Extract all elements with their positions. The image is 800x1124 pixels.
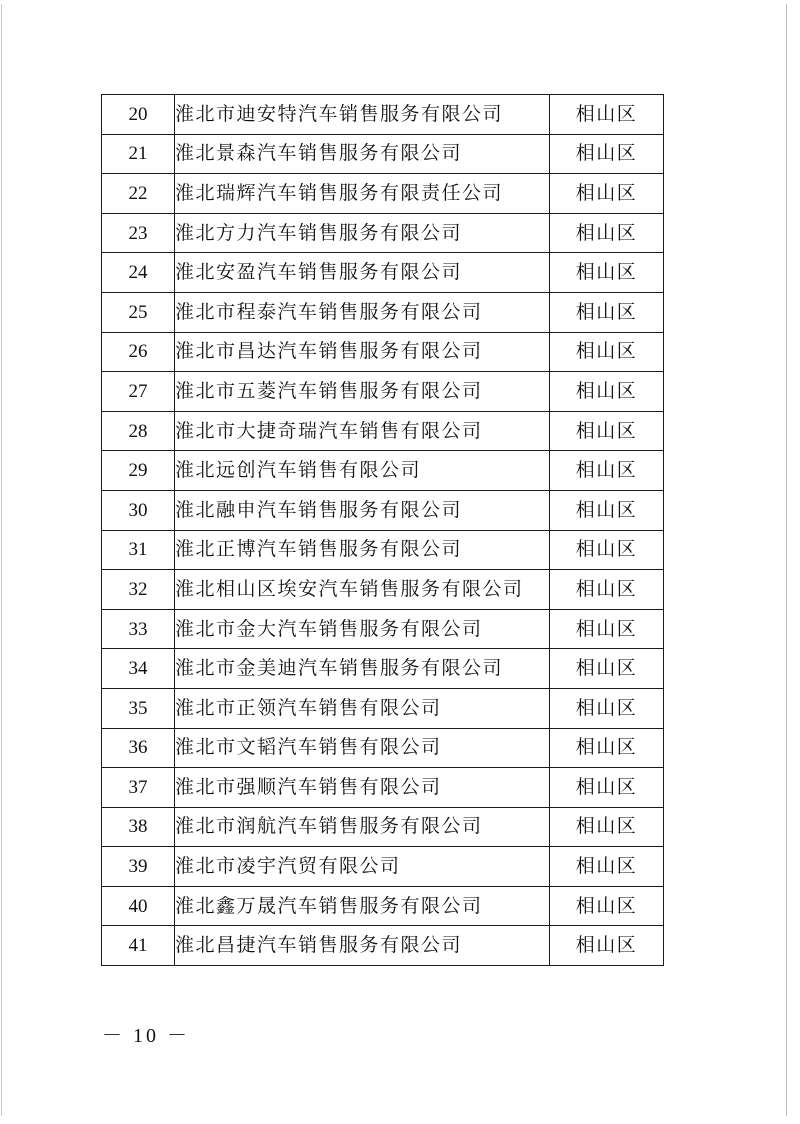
- row-number: 20: [102, 95, 175, 135]
- company-name: 淮北昌捷汽车销售服务有限公司: [175, 926, 550, 966]
- district-name: 相山区: [550, 649, 664, 689]
- row-number: 38: [102, 807, 175, 847]
- company-name: 淮北相山区埃安汽车销售服务有限公司: [175, 570, 550, 610]
- district-name: 相山区: [550, 609, 664, 649]
- district-name: 相山区: [550, 372, 664, 412]
- district-name: 相山区: [550, 926, 664, 966]
- district-name: 相山区: [550, 570, 664, 610]
- company-name: 淮北安盈汽车销售服务有限公司: [175, 253, 550, 293]
- company-name: 淮北市金美迪汽车销售服务有限公司: [175, 649, 550, 689]
- table-row: [102, 451, 664, 491]
- row-number: 34: [102, 649, 175, 689]
- table-row: [102, 807, 664, 847]
- table-row: [102, 886, 664, 926]
- table-row: [102, 609, 664, 649]
- company-name: 淮北市大捷奇瑞汽车销售有限公司: [175, 411, 550, 451]
- district-name: 相山区: [550, 213, 664, 253]
- district-name: 相山区: [550, 411, 664, 451]
- table-row: [102, 213, 664, 253]
- dealer-table-body: [102, 95, 664, 966]
- table-row: [102, 134, 664, 174]
- company-name: 淮北市金大汽车销售服务有限公司: [175, 609, 550, 649]
- row-number: 24: [102, 253, 175, 293]
- row-number: 36: [102, 728, 175, 768]
- table-row: [102, 174, 664, 214]
- company-name: 淮北方力汽车销售服务有限公司: [175, 213, 550, 253]
- district-name: 相山区: [550, 174, 664, 214]
- district-name: 相山区: [550, 728, 664, 768]
- table-row: [102, 649, 664, 689]
- company-name: 淮北市正领汽车销售有限公司: [175, 688, 550, 728]
- row-number: 26: [102, 332, 175, 372]
- row-number: 39: [102, 847, 175, 887]
- table-row: [102, 411, 664, 451]
- dealer-table: [101, 94, 664, 966]
- table-row: [102, 490, 664, 530]
- district-name: 相山区: [550, 847, 664, 887]
- table-row: [102, 530, 664, 570]
- row-number: 25: [102, 292, 175, 332]
- row-number: 31: [102, 530, 175, 570]
- row-number: 29: [102, 451, 175, 491]
- row-number: 37: [102, 768, 175, 808]
- company-name: 淮北市润航汽车销售服务有限公司: [175, 807, 550, 847]
- row-number: 21: [102, 134, 175, 174]
- company-name: 淮北市凌宇汽贸有限公司: [175, 847, 550, 887]
- table-row: [102, 372, 664, 412]
- district-name: 相山区: [550, 332, 664, 372]
- company-name: 淮北瑞辉汽车销售服务有限责任公司: [175, 174, 550, 214]
- company-name: 淮北鑫万晟汽车销售服务有限公司: [175, 886, 550, 926]
- table-row: [102, 292, 664, 332]
- district-name: 相山区: [550, 451, 664, 491]
- district-name: 相山区: [550, 134, 664, 174]
- table-row: [102, 332, 664, 372]
- company-name: 淮北远创汽车销售有限公司: [175, 451, 550, 491]
- table-row: [102, 253, 664, 293]
- row-number: 27: [102, 372, 175, 412]
- district-name: 相山区: [550, 688, 664, 728]
- table-row: [102, 847, 664, 887]
- row-number: 23: [102, 213, 175, 253]
- table-row: [102, 926, 664, 966]
- row-number: 35: [102, 688, 175, 728]
- company-name: 淮北融申汽车销售服务有限公司: [175, 490, 550, 530]
- row-number: 41: [102, 926, 175, 966]
- district-name: 相山区: [550, 768, 664, 808]
- row-number: 32: [102, 570, 175, 610]
- company-name: 淮北市文韬汽车销售有限公司: [175, 728, 550, 768]
- row-number: 33: [102, 609, 175, 649]
- table-row: [102, 95, 664, 135]
- row-number: 22: [102, 174, 175, 214]
- district-name: 相山区: [550, 292, 664, 332]
- company-name: 淮北景森汽车销售服务有限公司: [175, 134, 550, 174]
- table-row: [102, 728, 664, 768]
- company-name: 淮北正博汽车销售服务有限公司: [175, 530, 550, 570]
- company-name: 淮北市迪安特汽车销售服务有限公司: [175, 95, 550, 135]
- district-name: 相山区: [550, 807, 664, 847]
- page-number: － 10 －: [102, 1025, 190, 1047]
- table-row: [102, 688, 664, 728]
- district-name: 相山区: [550, 530, 664, 570]
- company-name: 淮北市程泰汽车销售服务有限公司: [175, 292, 550, 332]
- company-name: 淮北市五菱汽车销售服务有限公司: [175, 372, 550, 412]
- row-number: 28: [102, 411, 175, 451]
- table-row: [102, 768, 664, 808]
- district-name: 相山区: [550, 886, 664, 926]
- row-number: 30: [102, 490, 175, 530]
- district-name: 相山区: [550, 490, 664, 530]
- table-row: [102, 570, 664, 610]
- row-number: 40: [102, 886, 175, 926]
- district-name: 相山区: [550, 253, 664, 293]
- district-name: 相山区: [550, 95, 664, 135]
- company-name: 淮北市强顺汽车销售有限公司: [175, 768, 550, 808]
- company-name: 淮北市昌达汽车销售服务有限公司: [175, 332, 550, 372]
